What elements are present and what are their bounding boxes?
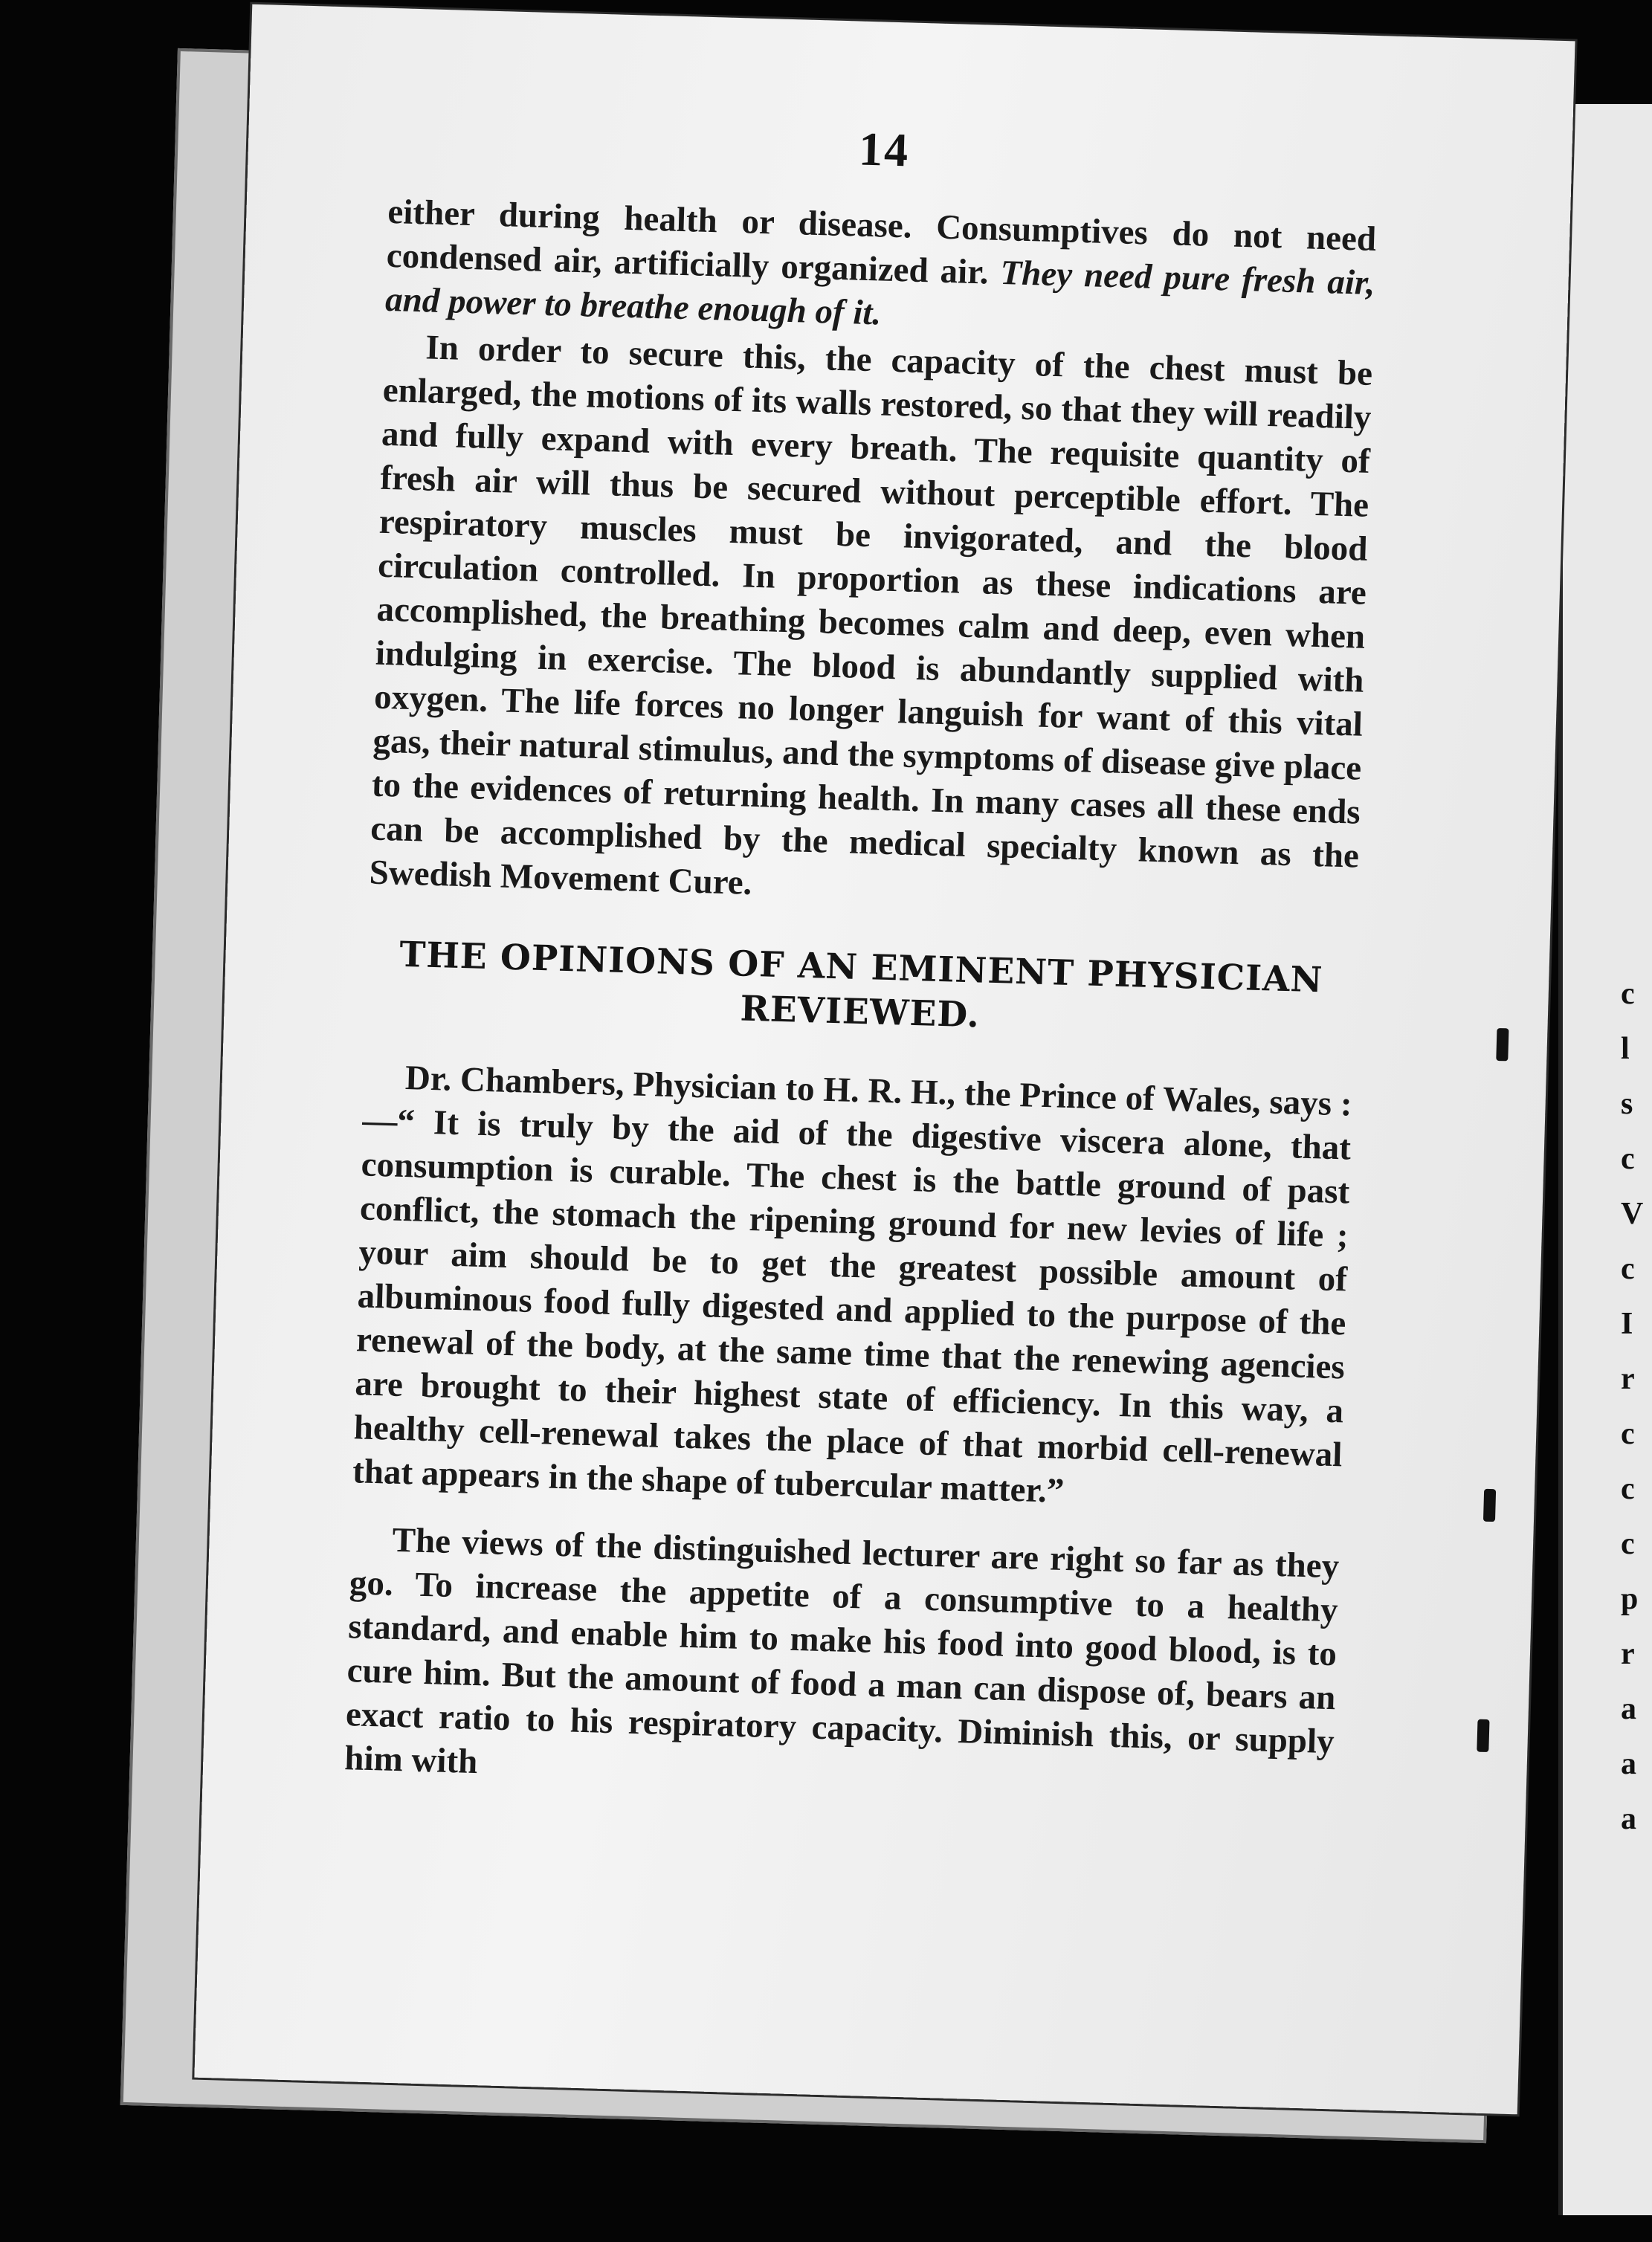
binding-clip — [1483, 1489, 1496, 1522]
body-paragraph — [369, 325, 1373, 923]
facing-page-letter: c — [1621, 977, 1635, 1011]
section-heading: THE OPINIONS OF AN EMINENT PHYSICIAN REVIEWED. — [399, 934, 1324, 1036]
facing-page-letter: s — [1621, 1087, 1633, 1121]
page-content — [344, 109, 1379, 1808]
facing-page-letter: a — [1621, 1802, 1636, 1836]
facing-page-letter: c — [1621, 1142, 1635, 1176]
continuation-paragraph — [384, 190, 1376, 349]
book-page — [194, 4, 1575, 2115]
paragraph-text: The views of the distinguished lecturer are right so far as they go. To increase the appetite of a consumptive to a healthy standard, and enable him to make his food into good blood, is to cure him. But the amount of food a man can dispose of, bears an exact ratio to his respiratory capacity. Diminish this, or supply him with — [343, 1520, 1340, 1782]
page-number: 14 — [858, 122, 911, 177]
paragraph-text: In order to secure this, the capacity of the chest must be enlarged, the motions of its walls restored, so that they will readily and fully expand with every breath. The requisite quantity of fresh air will thus be secured without perceptible effort. The respiratory muscles must be invigorated, and the blood circulation controlled. In proportion as these indications are accomplished, the breathing becomes calm and deep, even when indulging in exercise. The blood is abundantly supplied with oxygen. The life forces no longer languish for want of this vital gas, their natural stimulus, and the symptoms of disease give place to the evidences of returning health. In many cases all these ends can be accomplished by the medical specialty known as the Swedish Movement Cure. — [369, 328, 1373, 902]
quote-paragraph — [352, 1055, 1352, 1521]
facing-page-letter: l — [1621, 1032, 1630, 1066]
facing-page-letter: p — [1621, 1582, 1639, 1616]
facing-page-letter: a — [1621, 1747, 1636, 1781]
binding-clip — [1496, 1028, 1509, 1061]
facing-page-letter: c — [1621, 1472, 1635, 1506]
body-paragraph — [344, 1517, 1340, 1808]
facing-page-letter: r — [1621, 1637, 1635, 1671]
facing-page-letter: V — [1621, 1197, 1644, 1231]
binding-clip — [1477, 1719, 1489, 1752]
facing-page-letter: c — [1621, 1527, 1635, 1561]
facing-page-letter: a — [1621, 1692, 1636, 1726]
continuation-text: either during health or disease. Consumptives do not need condensed air, artificially organized air. — [386, 192, 1377, 292]
facing-page-letter: c — [1621, 1252, 1635, 1286]
facing-page-letter: I — [1621, 1307, 1633, 1341]
facing-page-letter: r — [1621, 1362, 1635, 1396]
facing-page-letters — [1621, 966, 1643, 1847]
paragraph-text: Dr. Chambers, Physician to H. R. H., the Prince of Wales, says :—“ It is truly by the aid of the digestive viscera alone, that consumption is curable. The chest is the battle ground of past conflict, the stomach the ripening ground for new levies of life ; your aim should be to get the greatest possible amount of albuminous food fully digested and applied to the purpose of the renewal of the body, at the same time that the renewing agencies are brought to their highest state of efficiency. In this way, a healthy cell-renewal takes the place of that morbid cell-renewal that appears in the shape of tubercular matter.” — [352, 1059, 1353, 1511]
continuation-emphasis: They need pure fresh air, and power to breathe enough of it. — [384, 253, 1376, 333]
facing-page-letter: c — [1621, 1417, 1635, 1451]
